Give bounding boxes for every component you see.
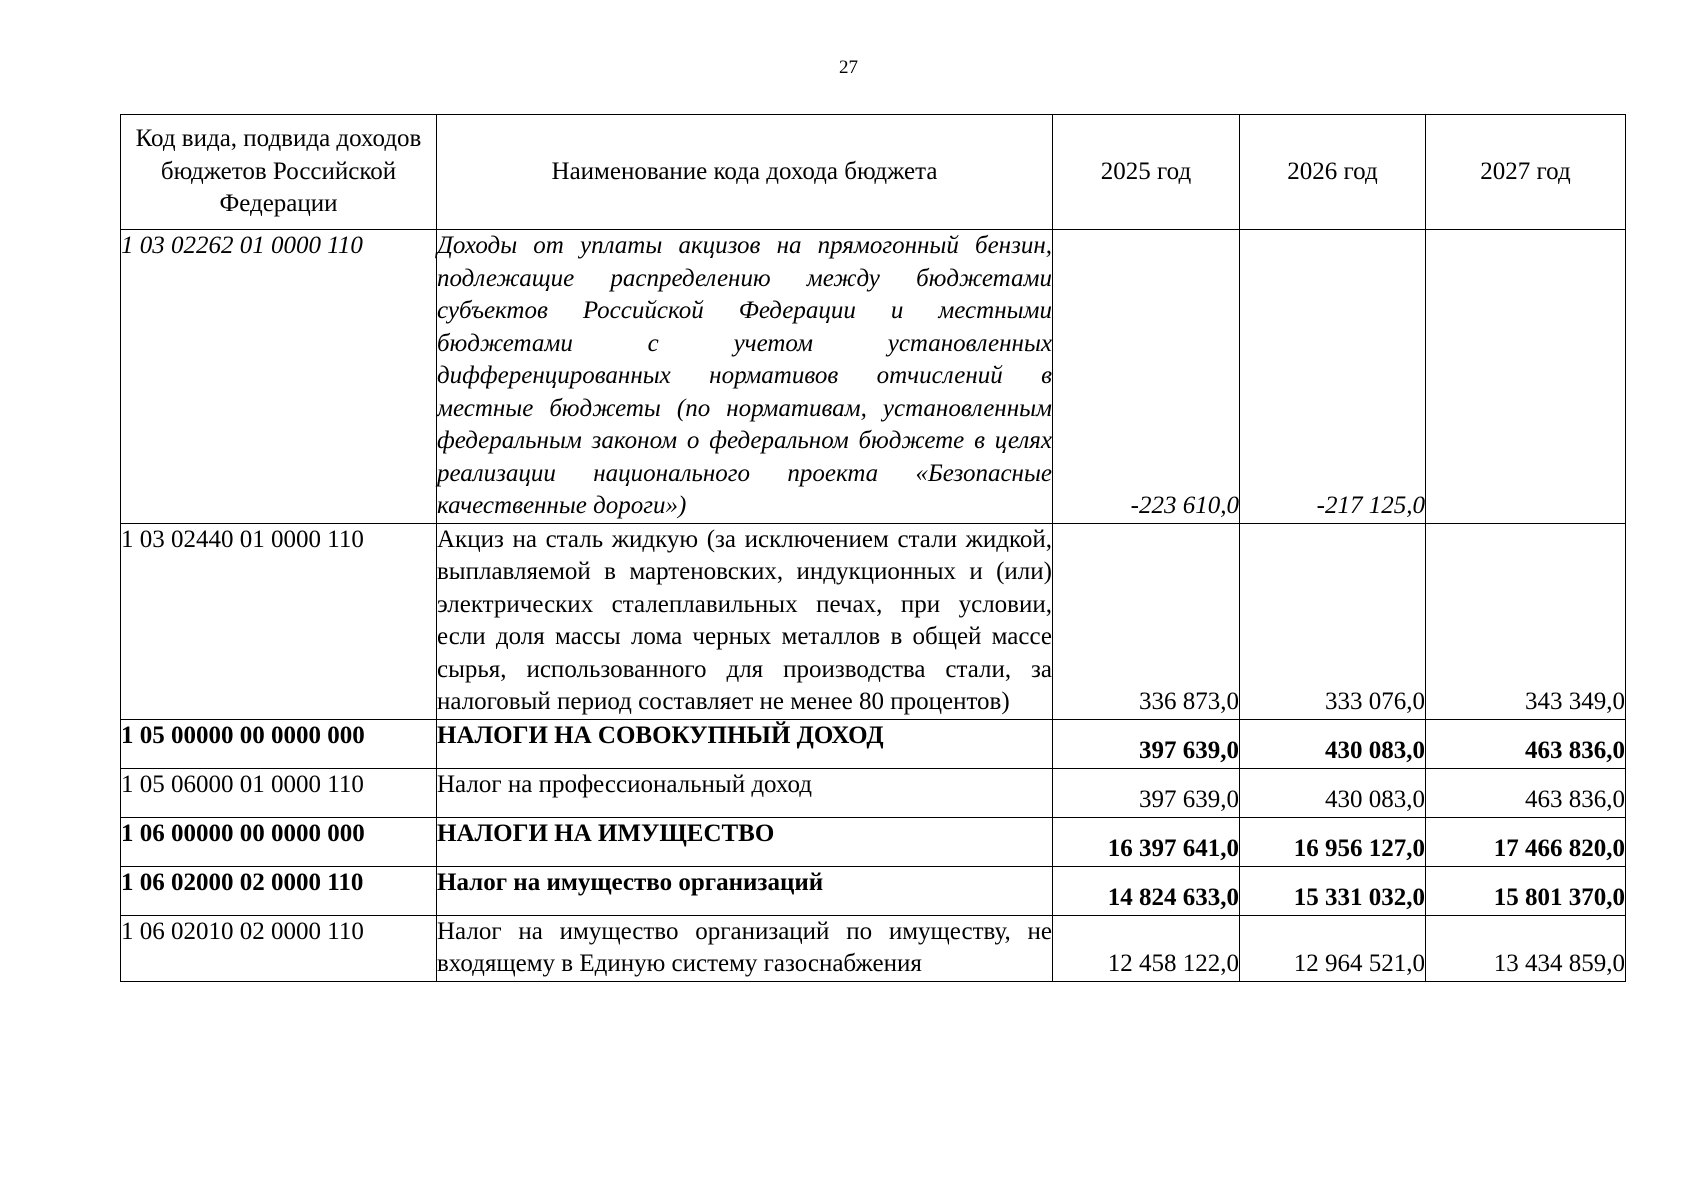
revenue-code: 1 03 02262 01 0000 110 [121,230,437,524]
amount-2027: 15 801 370,0 [1426,866,1626,915]
table-row [121,915,1626,981]
table-row [121,523,1626,719]
revenue-code: 1 06 02000 02 0000 110 [121,866,437,915]
amount-2025: 16 397 641,0 [1053,817,1240,866]
amount-2025: 397 639,0 [1053,719,1240,768]
amount-2025: 397 639,0 [1053,768,1240,817]
amount-2025: -223 610,0 [1053,230,1240,524]
amount-2025: 14 824 633,0 [1053,866,1240,915]
revenue-code: 1 05 00000 00 0000 000 [121,719,437,768]
amount-2027: 343 349,0 [1426,523,1626,719]
amount-2026: 12 964 521,0 [1240,915,1426,981]
amount-2026: -217 125,0 [1240,230,1426,524]
amount-2026: 16 956 127,0 [1240,817,1426,866]
amount-2027 [1426,230,1626,524]
amount-2027: 463 836,0 [1426,719,1626,768]
header-year-2025: 2025 год [1053,115,1240,230]
amount-2026: 430 083,0 [1240,768,1426,817]
header-code: Код вида, подвида доходов бюджетов Российской Федерации [121,115,437,230]
page-number: 27 [839,57,858,78]
table-row [121,817,1626,866]
amount-2025: 12 458 122,0 [1053,915,1240,981]
revenue-name: НАЛОГИ НА ИМУЩЕСТВО [437,817,1053,866]
revenue-name: НАЛОГИ НА СОВОКУПНЫЙ ДОХОД [437,719,1053,768]
amount-2025: 336 873,0 [1053,523,1240,719]
budget-revenue-table [120,114,1626,982]
amount-2026: 430 083,0 [1240,719,1426,768]
amount-2027: 463 836,0 [1426,768,1626,817]
revenue-code: 1 05 06000 01 0000 110 [121,768,437,817]
header-year-2027: 2027 год [1426,115,1626,230]
revenue-code: 1 06 02010 02 0000 110 [121,915,437,981]
amount-2026: 15 331 032,0 [1240,866,1426,915]
revenue-name: Налог на имущество организаций по имуществу, не входящему в Единую систему газоснабжения [437,915,1053,981]
revenue-name: Налог на профессиональный доход [437,768,1053,817]
table-row [121,719,1626,768]
revenue-code: 1 06 00000 00 0000 000 [121,817,437,866]
header-name: Наименование кода дохода бюджета [437,115,1053,230]
table-row [121,768,1626,817]
revenue-code: 1 03 02440 01 0000 110 [121,523,437,719]
table-row [121,230,1626,524]
table-row [121,866,1626,915]
amount-2026: 333 076,0 [1240,523,1426,719]
header-year-2026: 2026 год [1240,115,1426,230]
amount-2027: 13 434 859,0 [1426,915,1626,981]
table-header-row [121,115,1626,230]
revenue-name: Налог на имущество организаций [437,866,1053,915]
revenue-name: Акциз на сталь жидкую (за исключением стали жидкой, выплавляемой в мартеновских, индукционных и (или) электрических сталеплавильных печах, при условии, если доля массы лома черных металлов в общей массе сырья, использованного для производства стали, за налоговый период составляет не менее 80 процентов) [437,523,1053,719]
revenue-name: Доходы от уплаты акцизов на прямогонный бензин, подлежащие распределению между бюджетами субъектов Российской Федерации и местными бюджетами с учетом установленных дифференцированных нормативов отчислений в местные бюджеты (по нормативам, установленным федеральным законом о федеральном бюджете в целях реализации национального проекта «Безопасные качественные дороги») [437,230,1053,524]
amount-2027: 17 466 820,0 [1426,817,1626,866]
